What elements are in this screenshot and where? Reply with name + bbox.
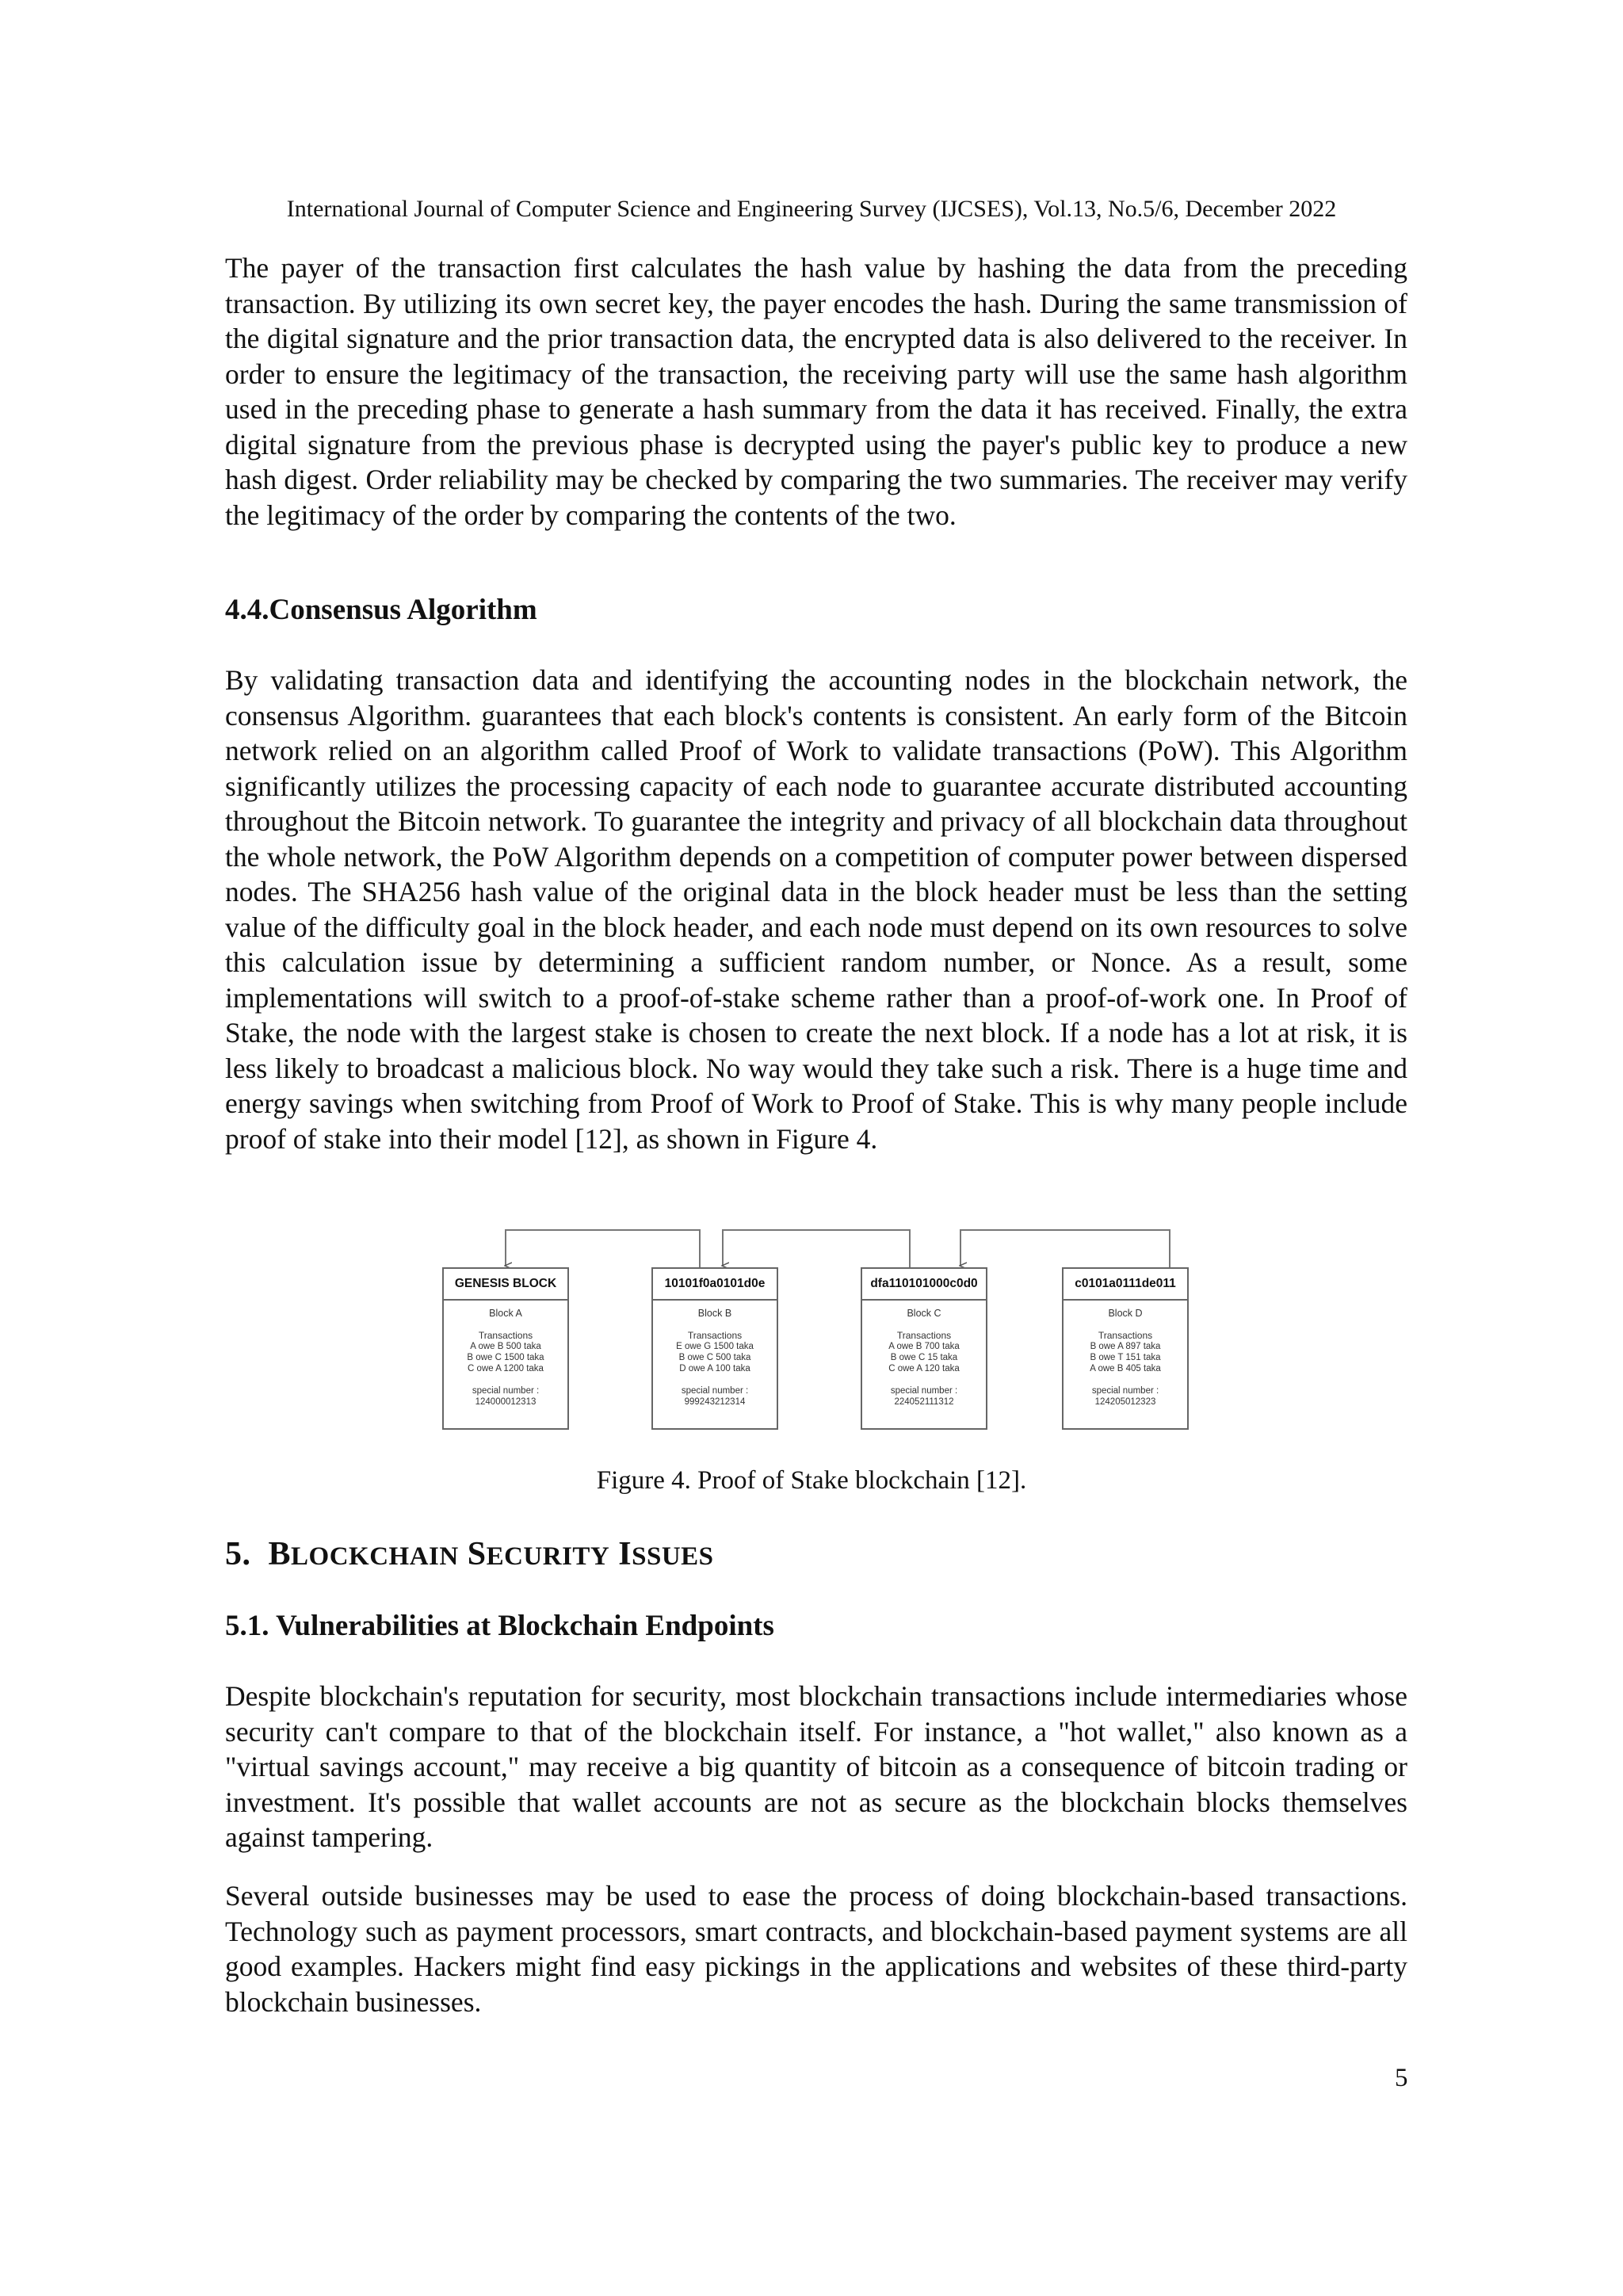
arrow-d-to-c [960,1230,1170,1267]
block-header: 10101f0a0101d0e [653,1269,777,1301]
paragraph-signature: The payer of the transaction first calculates the hash value by hashing the data from the preceding transaction. By utilizing its own secret key, the payer encodes the hash. During the same transmission of the digital signature and the prior transaction data, the encrypted data is also delivered to the receiver. In order to ensure the legitimacy of the transaction, the receiving party will use the same hash algorithm used in the preceding phase to generate a hash summary from the data it has received. Finally, the extra digital signature from the previous phase is decrypted using the payer's public key to produce a new hash digest. Order reliability may be checked by comparing the two summaries. The receiver may verify the legitimacy of the order by comparing the contents of the two. [225,252,1407,531]
special-number: 999243212314 [684,1397,746,1407]
block-header: dfa110101000c0d0 [862,1269,986,1301]
block-a [442,1267,569,1430]
heading-smallcaps: ECURITY [486,1542,610,1571]
transactions-label: Transactions [478,1330,533,1341]
special-number: 224052111312 [894,1397,954,1407]
block-name: Block D [1108,1308,1143,1319]
heading-letter: B [268,1536,292,1572]
transaction-line: A owe B 700 taka [888,1342,960,1351]
heading-smallcaps: LOCKCHAIN [291,1542,459,1571]
section-heading-4-4: 4.4.Consensus Algorithm [225,594,537,626]
transaction-line: B owe C 500 taka [678,1353,751,1362]
transaction-line: B owe C 1500 taka [467,1353,544,1362]
special-number-label: special number : [681,1386,749,1396]
heading-number: 5. [225,1536,251,1572]
heading-letter: I [618,1536,632,1572]
arrow-b-to-a [506,1230,700,1267]
heading-smallcaps: SSUES [632,1542,714,1571]
special-number-label: special number : [890,1386,958,1396]
paragraph-consensus: By validating transaction data and identifying the accounting nodes in the blockchain network, the consensus Algorithm. guarantees that each block's contents is consistent. An early form of the Bitcoin network relied on an algorithm called Proof of Work to validate transactions (PoW). This Algorithm significantly utilizes the processing capacity of each node to guarantee accurate distributed accounting throughout the Bitcoin network. To guarantee the integrity and privacy of all blockchain data throughout the whole network, the PoW Algorithm depends on a competition of computer power between dispersed nodes. The SHA256 hash value of the original data in the block header must be less than the setting value of the difficulty goal in the block header, and each node must depend on its own resources to solve this calculation issue by determining a sufficient random number, or Nonce. As a result, some implementations will switch to a proof-of-stake scheme rather than a proof-of-work one. In Proof of Stake, the node with the largest stake is chosen to create the next block. If a node has a lot at risk, it is less likely to broadcast a malicious block. No way would they take such a risk. There is a huge time and energy savings when switching from Proof of Work to Proof of Stake. This is why many people include proof of stake into their model [12], as shown in Figure 4. [225,664,1407,1155]
block-header: c0101a0111de011 [1064,1269,1187,1301]
transaction-line: B owe T 151 taka [1090,1353,1161,1362]
block-name: Block C [907,1308,941,1319]
paragraph-third-party: Several outside businesses may be used to ease the process of doing blockchain-based transactions. Technology such as payment processors, smart contracts, and blockchain-based payment systems are all good examples. Hackers might find easy pickings in the applications and websites of these third-party blockchain businesses. [225,1880,1407,2018]
block-d [1062,1267,1189,1430]
running-header: International Journal of Computer Science and Engineering Survey (IJCSES), Vol.13, No.5/6, December 2022 [286,196,1337,222]
figure-pos-blockchain [428,1224,1205,1435]
transaction-line: E owe G 1500 taka [676,1342,754,1351]
transaction-line: A owe B 405 taka [1090,1364,1161,1373]
transaction-line: B owe A 897 taka [1090,1342,1161,1351]
transaction-line: C owe A 1200 taka [468,1364,544,1373]
section-heading-5 [225,1534,714,1576]
block-name: Block A [489,1308,522,1319]
section-heading-5-1: 5.1. Vulnerabilities at Blockchain Endpoints [225,1610,774,1642]
transaction-line: A owe B 500 taka [470,1342,541,1351]
arrow-c-to-b [723,1230,910,1267]
transaction-line: D owe A 100 taka [679,1364,750,1373]
transactions-label: Transactions [896,1330,952,1341]
special-number-label: special number : [472,1386,540,1396]
transactions-label: Transactions [1098,1330,1153,1341]
transaction-line: C owe A 120 taka [888,1364,960,1373]
block-b [651,1267,778,1430]
special-number: 124000012313 [475,1397,537,1407]
heading-letter: S [467,1536,487,1572]
paragraph-endpoints: Despite blockchain's reputation for security, most blockchain transactions include intermediaries whose security can't compare to that of the blockchain itself. For instance, a "hot wallet," also known as a "virtual savings account," may receive a big quantity of bitcoin as a consequence of bitcoin trading or investment. It's possible that wallet accounts are not as secure as the blockchain blocks themselves against tampering. [225,1680,1407,1853]
page-number: 5 [1395,2064,1408,2092]
block-c [861,1267,987,1430]
block-header: GENESIS BLOCK [444,1269,567,1301]
figure-caption: Figure 4. Proof of Stake blockchain [12]. [596,1466,1027,1495]
transactions-label: Transactions [687,1330,743,1341]
special-number: 124205012323 [1094,1397,1156,1407]
transaction-line: B owe C 15 taka [890,1353,958,1362]
block-name: Block B [697,1308,732,1319]
special-number-label: special number : [1091,1386,1159,1396]
